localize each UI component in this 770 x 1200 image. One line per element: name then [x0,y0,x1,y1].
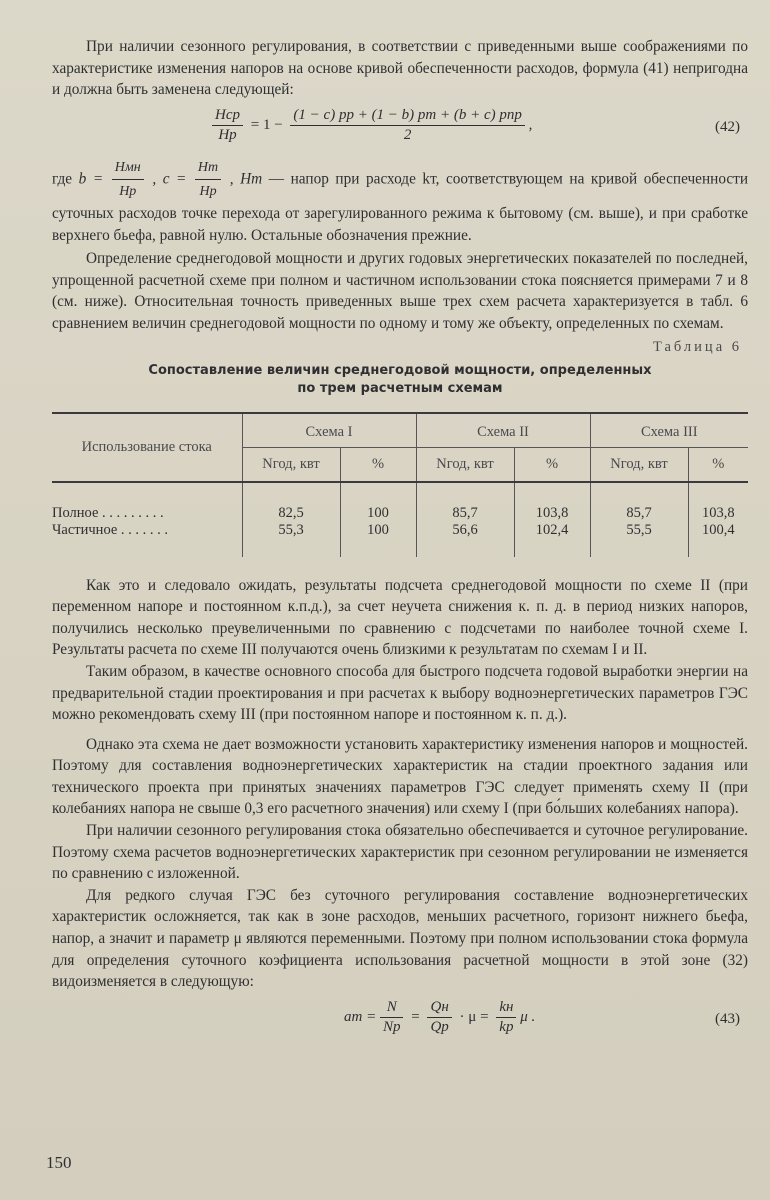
c-denominator: Hр [199,184,217,200]
fraction-q-numerator: Qн [427,999,451,1018]
header-usage: Использование стока [52,413,242,482]
equals-sign-2: = [411,1008,420,1025]
where-text: — напор при расходе kт, соответствующем на кривой обеспеченности суточных расходов точке перехода от зарегулированного режима к бытовому (см. выше), и при сработке верхнего бьефа, равной нулю. Остальные обозначения прежние. [52,170,749,244]
formula-43-tail: μ . [520,1008,536,1025]
paragraph-seasonal-daily: При наличии сезонного регулирования стока обязательно обеспечивается и суточное регулирование. Поэтому схема расчетов водноэнергетических характеристик при сезонном регулировании не изменяется по сравнению с изложенной. [52,822,748,883]
paragraph-where-definitions [52,157,748,246]
cell: 56,6 [416,522,514,539]
formula-43 [52,993,748,1049]
fraction-k-numerator: kн [496,999,516,1018]
cell: 55,3 [242,522,340,539]
subheader-pct-2: % [514,447,590,482]
paragraph-rare-case: Для редкого случая ГЭС без суточного регулирования составление водноэнергетических характеристик осложняется, так как в зоне расходов, меньших расчетного, горизонт нижнего бьефа, напор, а значит и параметр μ являются переменными. Поэтому при полном использовании стока формула для определения суточного коэфициента использования расчетной мощности в этой зоне (32) видоизменяется в следующую: [52,886,748,991]
table-title-line-2: по трем расчетным схемам [297,380,503,396]
header-scheme-1: Схема I [242,413,416,448]
fraction-n-denominator: Nр [382,1018,401,1035]
subheader-n-1: Nгод, квт [242,447,340,482]
c-fraction [195,157,221,203]
page-number: 150 [46,1153,72,1172]
c-definition-lhs: , c = [152,170,187,188]
subheader-pct-3: % [688,447,748,482]
table-row-full [52,505,748,522]
table-row-partial [52,522,748,539]
subheader-n-2: Nгод, квт [416,447,514,482]
cell: 100 [340,505,416,522]
lhs-denominator: Hр [218,126,237,143]
table-title-line-1: Сопоставление величин среднегодовой мощности, определенных [148,362,652,378]
fraction-q [427,999,451,1036]
header-scheme-2: Схема II [416,413,590,448]
paragraph-as-expected: Как это и следовало ожидать, результаты подсчета среднегодовой мощности по схеме II (при переменном напоре и постоянном к.п.д.), за счет неучета снижения к. п. д. в период низких напоров, получились несколько преувеличенными по сравнению с подсчетами по наиболее точной схеме I. Результаты расчета по схеме III получаются очень близкими к результатам по схемам I и II. [52,576,748,659]
where-lead: где [52,170,73,188]
formula-43-lhs: aт = [344,1008,377,1025]
row-label-full: Полное . . . . . . . . . [52,504,164,521]
c-numerator: Hт [195,157,221,181]
paragraph-however: Однако эта схема не дает возможности установить характеристику изменения напоров и мощностей. Поэтому для составления водноэнергетических характеристик на стадии проектного задания или технического проекта при принятых значениях параметров ГЭС следует применять схему II (при колебаниях напора не свыше 0,3 его расчетного значения) или схему I (при бо́льших колебаниях напора). [52,735,748,818]
cell: 103,8 [688,505,748,522]
cell: 85,7 [416,505,514,522]
fraction-q-denominator: Qр [430,1018,449,1035]
fraction-k [496,999,516,1036]
formula-comma: , [528,116,533,133]
fraction-n [380,999,404,1036]
paragraph-seasonal-regulation: При наличии сезонного регулирования, в соответствии с приведенными выше соображениями по характеристике изменения напоров на основе кривой обеспеченности расходов, формула (41) непригодна и должна быть заменена следующей: [52,38,748,99]
b-numerator: Hмн [112,157,144,181]
paragraph-thus: Таким образом, в качестве основного способа для быстрого подсчета годовой выработки энергии на предварительной стадии проектирования и при расчетах к выбору водноэнергетических параметров ГЭС можно рекомендовать схему III (при постоянном напоре и постоянном к. п. д.). [52,662,748,724]
lhs-numerator: Hср [212,107,243,126]
cell: 100 [340,522,416,539]
table-title [52,362,748,398]
formula-42 [52,101,748,157]
cell: 82,5 [242,505,340,522]
row-label-partial: Частичное . . . . . . . [52,521,169,538]
cell: 100,4 [688,522,748,539]
mu-equals: · μ = [459,1008,489,1025]
cell: 103,8 [514,505,590,522]
table-label: Таблица 6 [652,338,742,355]
fraction-k-denominator: kр [499,1018,514,1035]
cell: 102,4 [514,522,590,539]
equation-number-42: (42) [715,118,740,135]
fraction-n-numerator: N [380,999,404,1018]
comparison-table [52,412,748,557]
paragraph-determination: Определение среднегодовой мощности и других годовых энергетических показателей по последней, упрощенной расчетной схеме при полном и частичном использовании стока поясняется примерами 7 и 8 (см. ниже). Относительная точность приведенных выше трех схем расчета характеризуется в табл. 6 сравнением величин среднегодовой мощности по одному и тому же объекту, определенных по схемам. [52,250,748,332]
ht-symbol: , Hт [229,170,263,188]
b-definition-lhs: b = [78,170,104,188]
cell: 85,7 [590,505,688,522]
equals-sign: = 1 − [250,116,283,133]
subheader-pct-1: % [340,447,416,482]
b-fraction [112,157,144,203]
rhs-numerator: (1 − c) pр + (1 − b) pт + (b + c) pпр [290,107,524,126]
header-scheme-3: Схема III [590,413,748,448]
b-denominator: Hр [119,184,137,200]
rhs-denominator: 2 [403,126,412,143]
cell: 55,5 [590,522,688,539]
equation-number-43: (43) [715,1010,740,1027]
formula-42-lhs [212,107,243,144]
formula-42-rhs [290,107,524,144]
subheader-n-3: Nгод, квт [590,447,688,482]
